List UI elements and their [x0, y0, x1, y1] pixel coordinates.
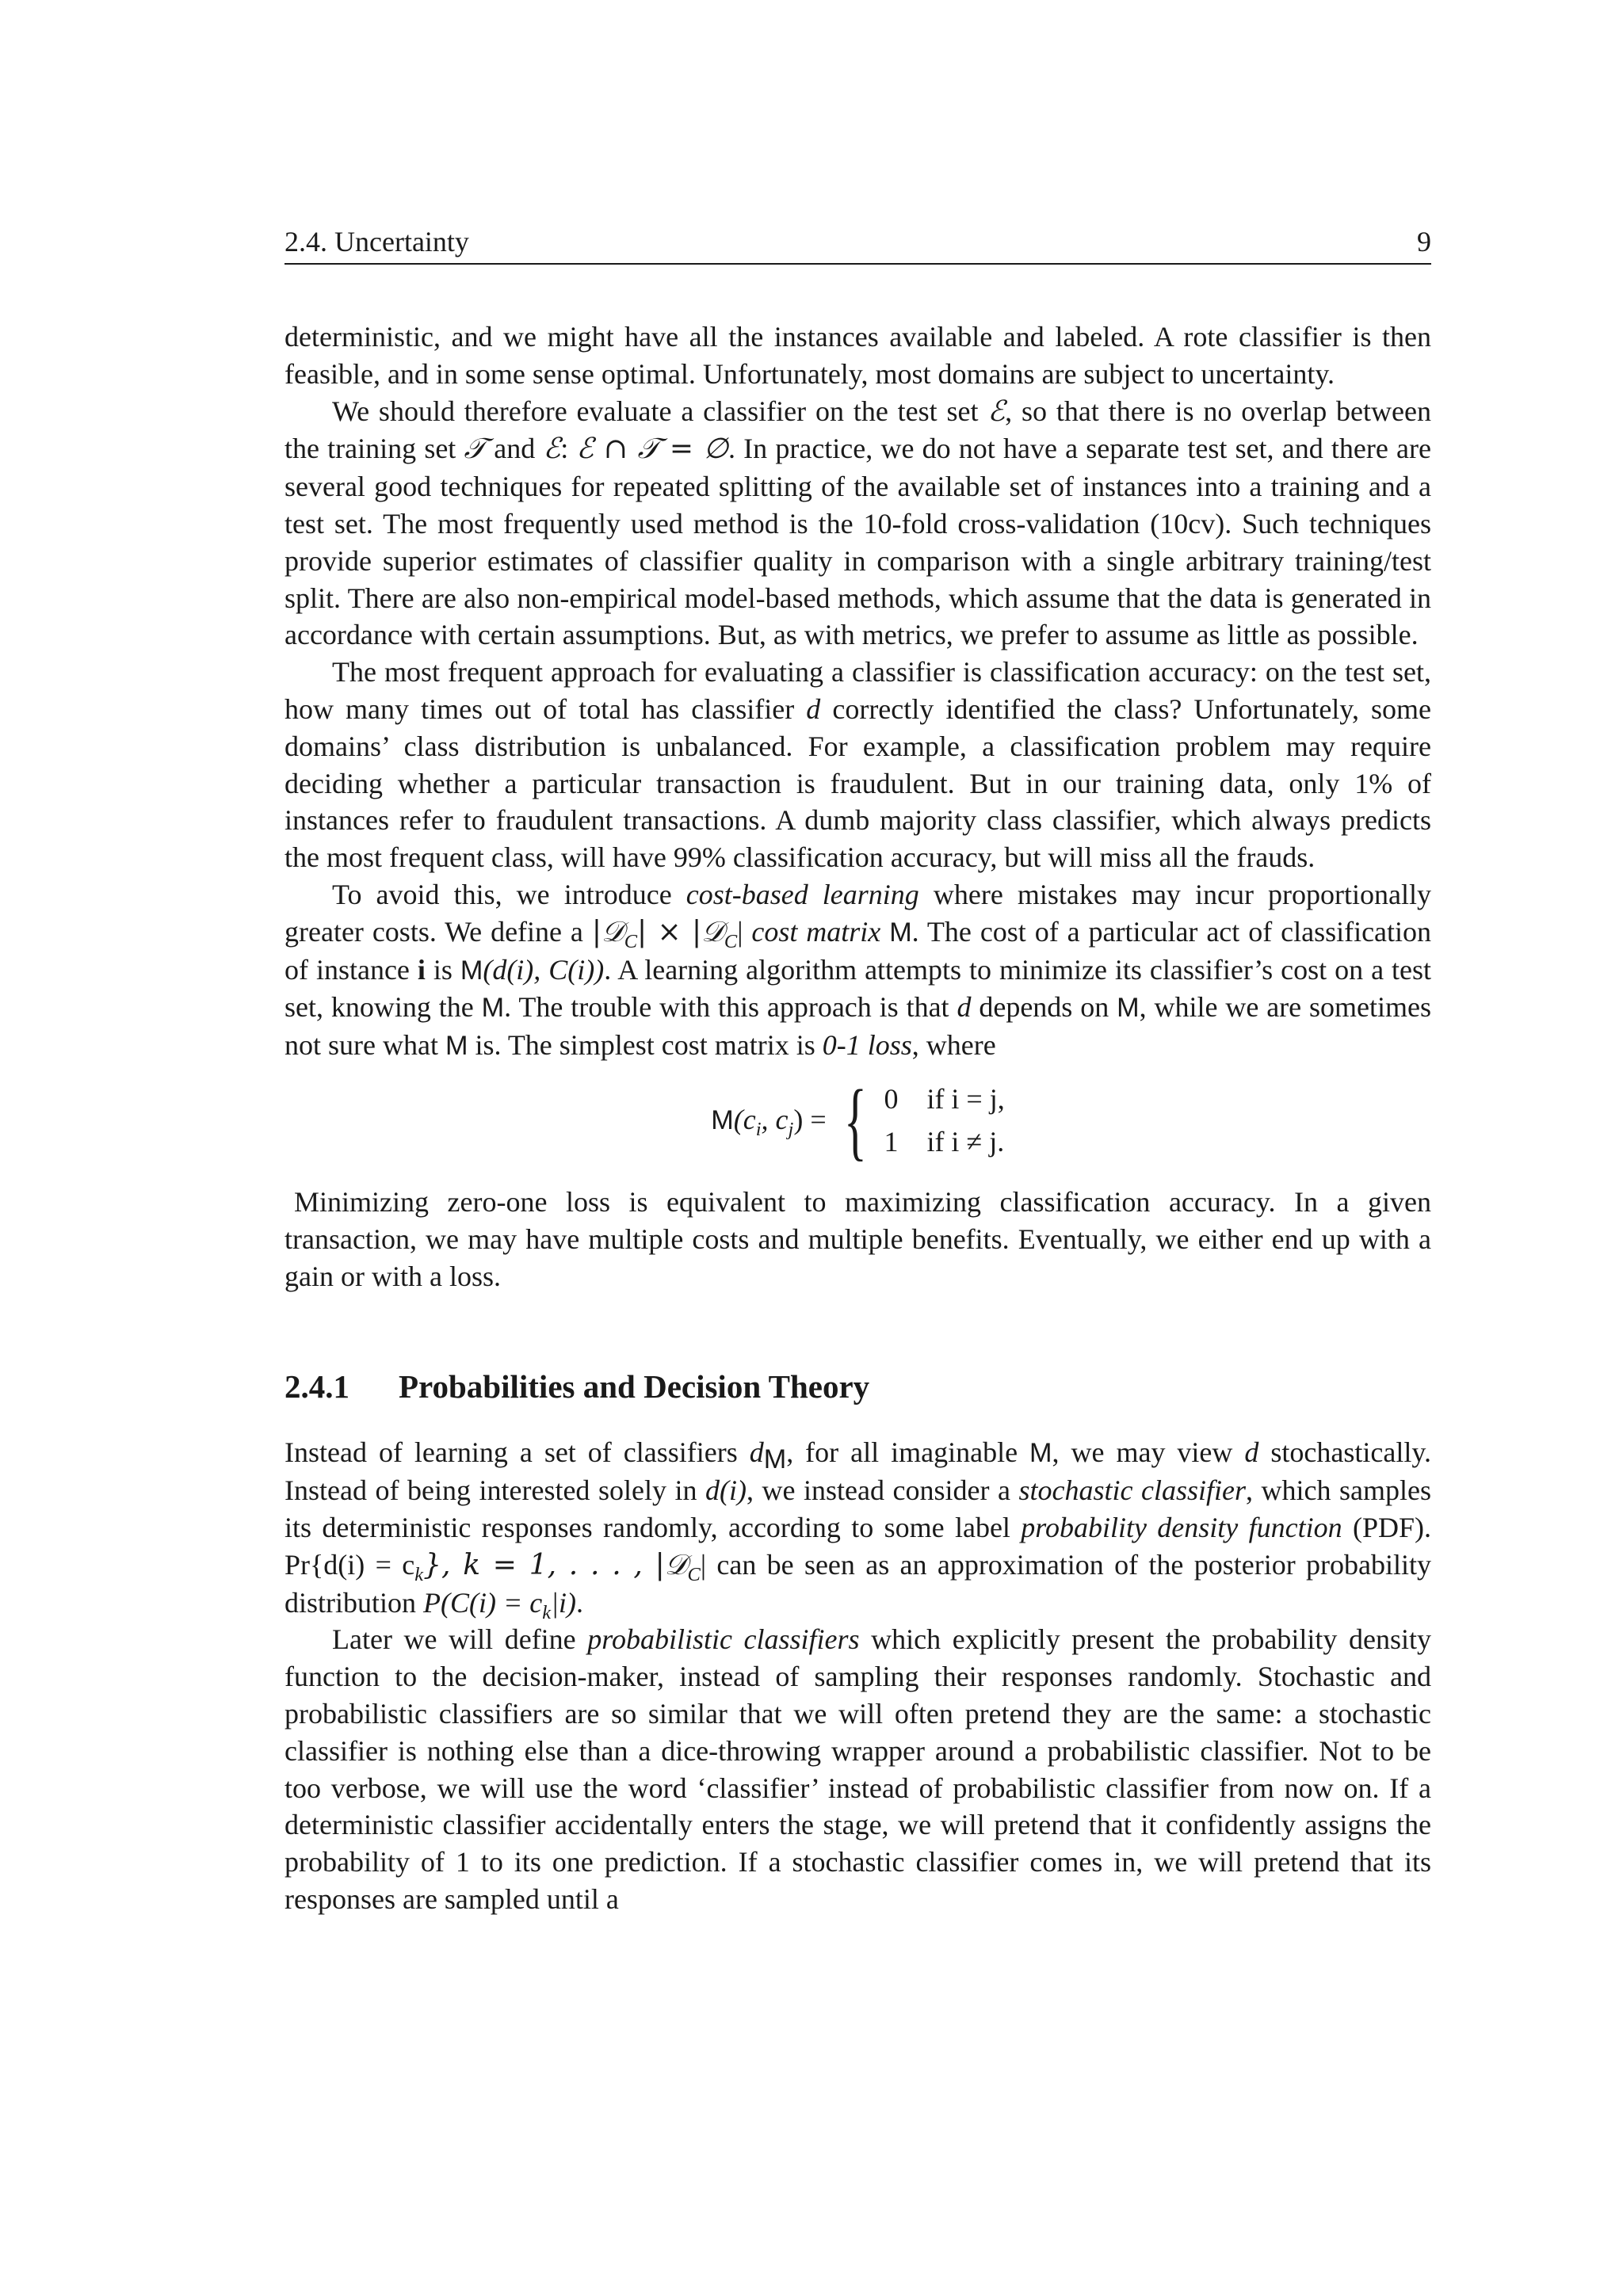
- paragraph-1: deterministic, and we might have all the instances available and labeled. A rote classifier is then feasible, and in some sense optimal. Unfortunately, most domains are subject to uncertainty.: [285, 321, 1431, 390]
- case-2-condition: if i ≠ j.: [926, 1125, 1005, 1158]
- page-number: 9: [1417, 226, 1431, 257]
- case-1-value: 0: [884, 1082, 899, 1115]
- body-text: [285, 318, 1431, 1918]
- set-intersection-formula: ℰ ∩ 𝒯 = ∅: [576, 433, 728, 466]
- term-cost-based-learning: cost-based learning: [685, 878, 919, 910]
- zero-one-loss-equation: [285, 1071, 1431, 1169]
- running-head-section: 2.4. Uncertainty: [285, 226, 469, 257]
- term-stochastic-classifier: stochastic classifier: [1018, 1474, 1246, 1507]
- term-pdf: probability density function: [1021, 1511, 1342, 1543]
- equation-cases: [884, 1081, 1004, 1159]
- paragraph-2: We should therefore evaluate a classifier on the test set ℰ, so that there is no overlap between the training set 𝒯 and ℰ: ℰ ∩ 𝒯 = ∅. In practice, we do not have a separate test set, and there are several good techniques for repeated splitting of the available set of instances into a training and a test set. The most frequently used method is the 10-fold cross-validation (10cv). Such techniques provide superior estimates of classifier quality in comparison with a single arbitrary training/test split. There are also non-empirical model-based methods, which assume that the data is generated in accordance with certain assumptions. But, as with metrics, we prefer to assume as little as possible.: [285, 395, 1431, 651]
- paragraph-6: Instead of learning a set of classifiers $d_M$, for all imaginable M, we may view d stochastically. Instead of being interested solely in d(i), we instead consider a stochastic classifier, which samples its deterministic responses randomly, according to some label probability density function (PDF). $Pr\{d(i) = c_k\}$, k = 1, . . . , |𝒟$_C$| can be seen as an approximation of the posterior probability distribution $P(C(i) = c_k|i)$.: [285, 1436, 1431, 1623]
- running-head: [285, 222, 1431, 265]
- page: [285, 222, 1431, 1918]
- section-number: 2.4.1: [285, 1368, 349, 1405]
- case-2-value: 1: [884, 1125, 899, 1158]
- term-0-1-loss: 0-1 loss: [822, 1029, 912, 1062]
- paragraph-4: To avoid this, we introduce cost-based learning where mistakes may incur proportionally greater costs. We define a |𝒟$_C$| × |𝒟$_C$| cost matrix M. The cost of a particular act of classification of instance i is M(d(i), C(i)). A learning algorithm attempts to minimize its classifier’s cost on a test set, knowing the M. The trouble with this approach is that d depends on M, while we are sometimes not sure what M is. The simplest cost matrix is 0-1 loss, where: [285, 878, 1432, 1062]
- term-cost-matrix: cost matrix: [751, 915, 881, 948]
- paragraph-7: Later we will define probabilistic classifiers which explicitly present the probability density function to the decision-maker, instead of sampling their responses randomly. Stochastic and probabilistic classifiers are so similar that we will often pretend they are the same: a stochastic classifier is nothing else than a dice-throwing wrapper around a probabilistic classifier. Not to be too verbose, we will use the word ‘classifier’ instead of probabilistic classifier from now on. If a deterministic classifier accidentally enters the stage, we will pretend that it confidently assigns the probability of 1 to its one prediction. If a stochastic classifier comes in, we will pretend that its responses are sampled until a: [285, 1623, 1431, 1915]
- section-title: Probabilities and Decision Theory: [399, 1368, 870, 1405]
- paragraph-3: The most frequent approach for evaluating a classifier is classification accuracy: on the test set, how many times out of total has classifier d correctly identified the class? Unfortunately, some domains’ class distribution is unbalanced. For example, a classification problem may require deciding whether a particular transaction is fraudulent. But in our training data, only 1% of instances refer to fraudulent transactions. A dumb majority class classifier, which always predicts the most frequent class, will have 99% classification accuracy, but will miss all the frauds.: [285, 656, 1432, 874]
- case-1-condition: if i = j,: [926, 1082, 1005, 1115]
- term-probabilistic-classifiers: probabilistic classifiers: [587, 1623, 860, 1656]
- equation-lhs: $M(c_i$, $c_j$) =: [711, 1104, 827, 1141]
- equation-brace: {: [843, 1071, 867, 1169]
- paragraph-5: Minimizing zero-one loss is equivalent to maximizing classification accuracy. In a given transaction, we may have multiple costs and multiple benefits. Eventually, we either end up with a gain or with a loss.: [285, 1185, 1431, 1292]
- section-heading: [285, 1364, 1431, 1409]
